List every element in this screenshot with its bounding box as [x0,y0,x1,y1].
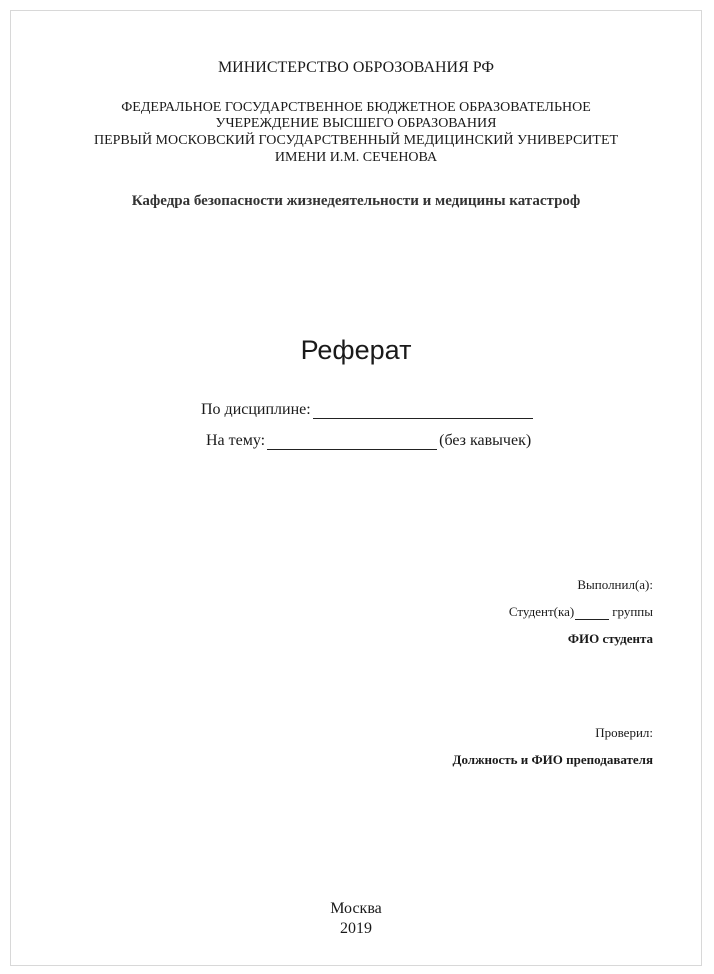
discipline-field [201,401,533,419]
document-page [10,10,702,966]
institution-line-4: ИМЕНИ И.М. СЕЧЕНОВА [274,150,438,165]
institution-line-1: ФЕДЕРАЛЬНОЕ ГОСУДАРСТВЕННОЕ БЮДЖЕТНОЕ ОБРАЗОВАТЕЛЬНОЕ [121,100,591,115]
topic-field [206,432,531,450]
student-prefix: Студент(ка) [508,604,575,619]
topic-label: На тему: [206,432,266,449]
student-line [509,604,653,620]
discipline-blank [313,401,533,419]
student-name: ФИО студента [567,631,653,646]
document-title: Реферат [300,335,412,365]
year: 2019 [340,920,372,937]
checked-label: Проверил: [595,725,653,740]
discipline-label: По дисциплине: [201,401,311,418]
topic-note: (без кавычек) [439,432,532,449]
performed-label: Выполнил(а): [577,577,653,592]
teacher-name: Должность и ФИО преподавателя [452,752,653,767]
ministry-heading: МИНИСТЕРСТВО ОБРОЗОВАНИЯ РФ [217,59,495,76]
department-heading: Кафедра безопасности жизнедеятельности и медицины катастроф [131,193,581,209]
city: Москва [330,900,382,917]
group-blank [575,606,609,620]
institution-line-3: ПЕРВЫЙ МОСКОВСКИЙ ГОСУДАРСТВЕННЫЙ МЕДИЦИНСКИЙ УНИВЕРСИТЕТ [93,133,619,148]
topic-blank [267,432,437,450]
group-label: группы [612,604,653,619]
institution-line-2: УЧЕРЕЖДЕНИЕ ВЫСШЕГО ОБРАЗОВАНИЯ [215,116,497,131]
